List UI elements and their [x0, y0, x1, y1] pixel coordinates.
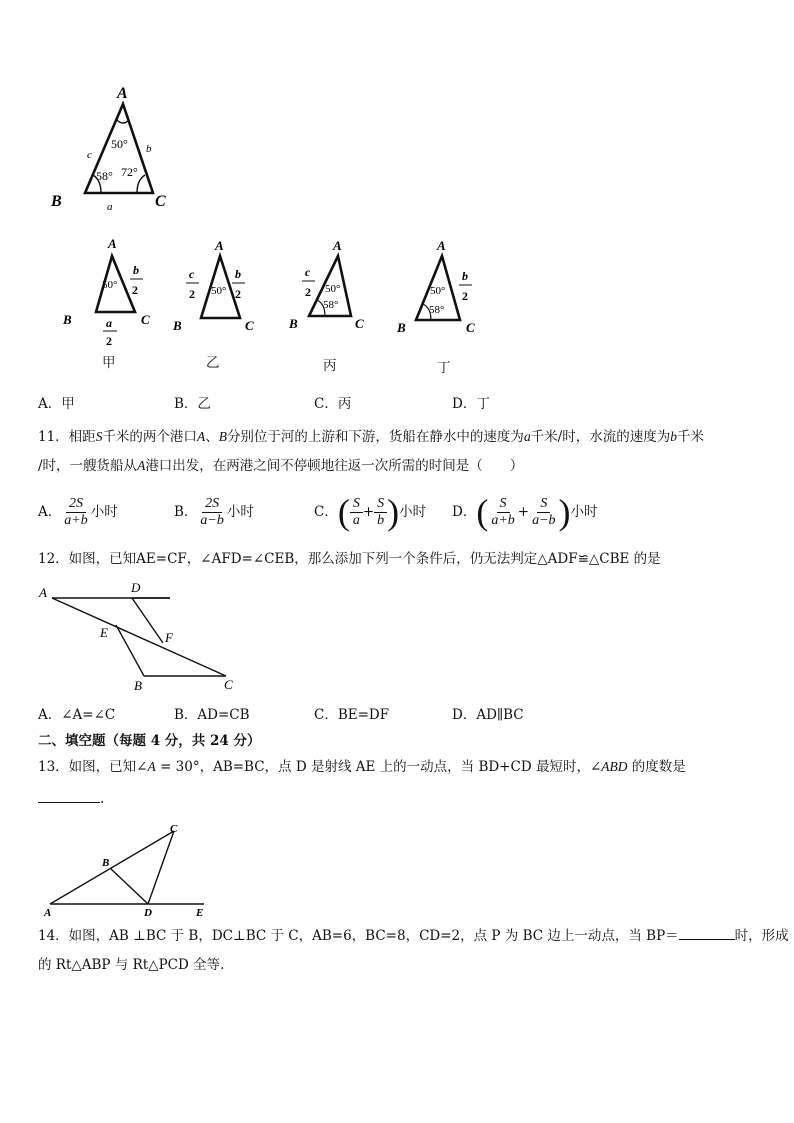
point-c: C — [224, 677, 233, 692]
angle-b-label: 58° — [429, 304, 445, 316]
q12-option-c[interactable]: C．BE=DF — [314, 707, 390, 723]
side-a-den: 2 — [106, 334, 112, 348]
point-b: B — [134, 678, 142, 693]
vertex-c: C — [355, 316, 364, 331]
q11-line2: /时，一艘货船从A港口出发，在两港之间不停顿地往返一次所需的时间是（ ） — [38, 458, 524, 474]
point-a: A — [39, 585, 47, 600]
triangle-bing-figure — [283, 232, 383, 337]
q10-option-d[interactable]: D．丁 — [452, 396, 490, 412]
angle-b-label: 58° — [96, 169, 113, 183]
main-triangle-figure — [45, 80, 185, 215]
vertex-a: A — [117, 85, 128, 102]
q13-figure — [36, 820, 216, 920]
triangle-jia-figure — [55, 232, 165, 350]
side-b-num: b — [462, 269, 468, 283]
vertex-a: A — [333, 238, 342, 253]
vertex-a: A — [437, 238, 446, 253]
q12-figure — [36, 580, 246, 695]
answer-blank[interactable] — [679, 925, 735, 940]
side-c: c — [87, 149, 92, 161]
angle-label: 50° — [211, 285, 227, 297]
q10-option-c[interactable]: C．丙 — [314, 396, 352, 412]
side-b-den: 2 — [235, 287, 241, 301]
answer-blank[interactable] — [38, 788, 100, 803]
q12-option-d[interactable]: D．AD∥BC — [452, 707, 524, 723]
vertex-c: C — [245, 318, 254, 333]
section-heading: 二、填空题（每题 4 分，共 24 分） — [38, 733, 261, 749]
angle-label: 50° — [102, 279, 118, 291]
side-b-den: 2 — [132, 283, 138, 297]
side-c-den: 2 — [189, 287, 195, 301]
vertex-c: C — [466, 320, 475, 335]
point-d: D — [131, 580, 141, 595]
q11-option-d[interactable]: D． ( $\frac{S}{a+b}$ + $\frac{S}{a-b}$ ) 小时 — [452, 492, 598, 532]
angle-a-label: 50° — [325, 283, 341, 295]
side-b-num: b — [235, 267, 241, 281]
q10-option-a[interactable]: A．甲 — [38, 396, 75, 412]
q11-line1: 11．相距S千米的两个港口A、B分别位于河的上游和下游，货船在静水中的速度为a千米/时，水流的速度为b千米 — [38, 429, 704, 445]
q11-option-c[interactable]: C． ( $\frac{S}{a}$ + $\frac{S}{b}$ ) 小时 — [314, 492, 427, 532]
angle-arc-c — [137, 175, 145, 193]
q12-option-a[interactable]: A．∠A=∠C — [38, 707, 116, 723]
angle-a-label: 50° — [430, 285, 446, 297]
q14-line1: 14．如图，AB ⊥BC 于 B，DC⊥BC 于 C，AB=6，BC=8，CD=2，点 P 为 BC 边上一动点，当 BP＝ 时，形成 — [38, 925, 789, 946]
side-a-num: a — [106, 316, 112, 330]
vertex-b: B — [173, 318, 182, 333]
q13-line1: 13．如图，已知∠A = 30°，AB=BC，点 D 是射线 AE 上的一动点，当 BD+CD 最短时，∠ABD 的度数是 — [38, 759, 686, 775]
caption-bing: 丙 — [323, 358, 337, 374]
point-b: B — [102, 857, 110, 869]
vertex-b: B — [63, 312, 72, 327]
q11-option-a[interactable]: A． $\frac{2S}{a+b}$ 小时 — [38, 495, 118, 528]
q12-text: 12．如图，已知AE=CF，∠AFD=∠CEB，那么添加下列一个条件后，仍无法判定△ADF≌△CBE 的是 — [38, 551, 661, 567]
side-a: a — [107, 201, 113, 213]
vertex-b: B — [51, 193, 62, 210]
side-c-num: c — [305, 265, 311, 279]
q12-option-b[interactable]: B．AD=CB — [174, 707, 250, 723]
vertex-b: B — [289, 316, 298, 331]
side-b-den: 2 — [462, 289, 468, 303]
q10-option-b[interactable]: B．乙 — [174, 396, 211, 412]
side-c-num: c — [189, 267, 195, 281]
vertex-a: A — [108, 236, 117, 251]
vertex-c: C — [155, 193, 166, 210]
point-e: E — [196, 907, 204, 919]
side-c-den: 2 — [305, 285, 311, 299]
side-b-num: b — [133, 263, 139, 277]
point-d: D — [144, 907, 152, 919]
point-f: F — [165, 630, 173, 645]
point-c: C — [170, 823, 178, 835]
caption-jia: 甲 — [102, 355, 116, 371]
q14-line2: 的 Rt△ABP 与 Rt△PCD 全等. — [38, 957, 225, 973]
angle-b-label: 58° — [323, 299, 339, 311]
angle-a-label: 50° — [111, 137, 128, 151]
caption-yi: 乙 — [206, 355, 220, 371]
q13-answer-line[interactable]: . — [38, 788, 104, 809]
vertex-c: C — [141, 312, 150, 327]
vertex-a: A — [215, 238, 224, 253]
triangle-ding-figure — [392, 232, 492, 344]
vertex-b: B — [397, 320, 406, 335]
point-e: E — [100, 625, 108, 640]
angle-c-label: 72° — [121, 165, 138, 179]
q11-option-b[interactable]: B． $\frac{2S}{a-b}$ 小时 — [174, 495, 254, 528]
point-a: A — [44, 907, 52, 919]
caption-ding: 丁 — [437, 360, 451, 376]
triangle-yi-figure — [165, 232, 265, 337]
side-b: b — [146, 143, 152, 155]
